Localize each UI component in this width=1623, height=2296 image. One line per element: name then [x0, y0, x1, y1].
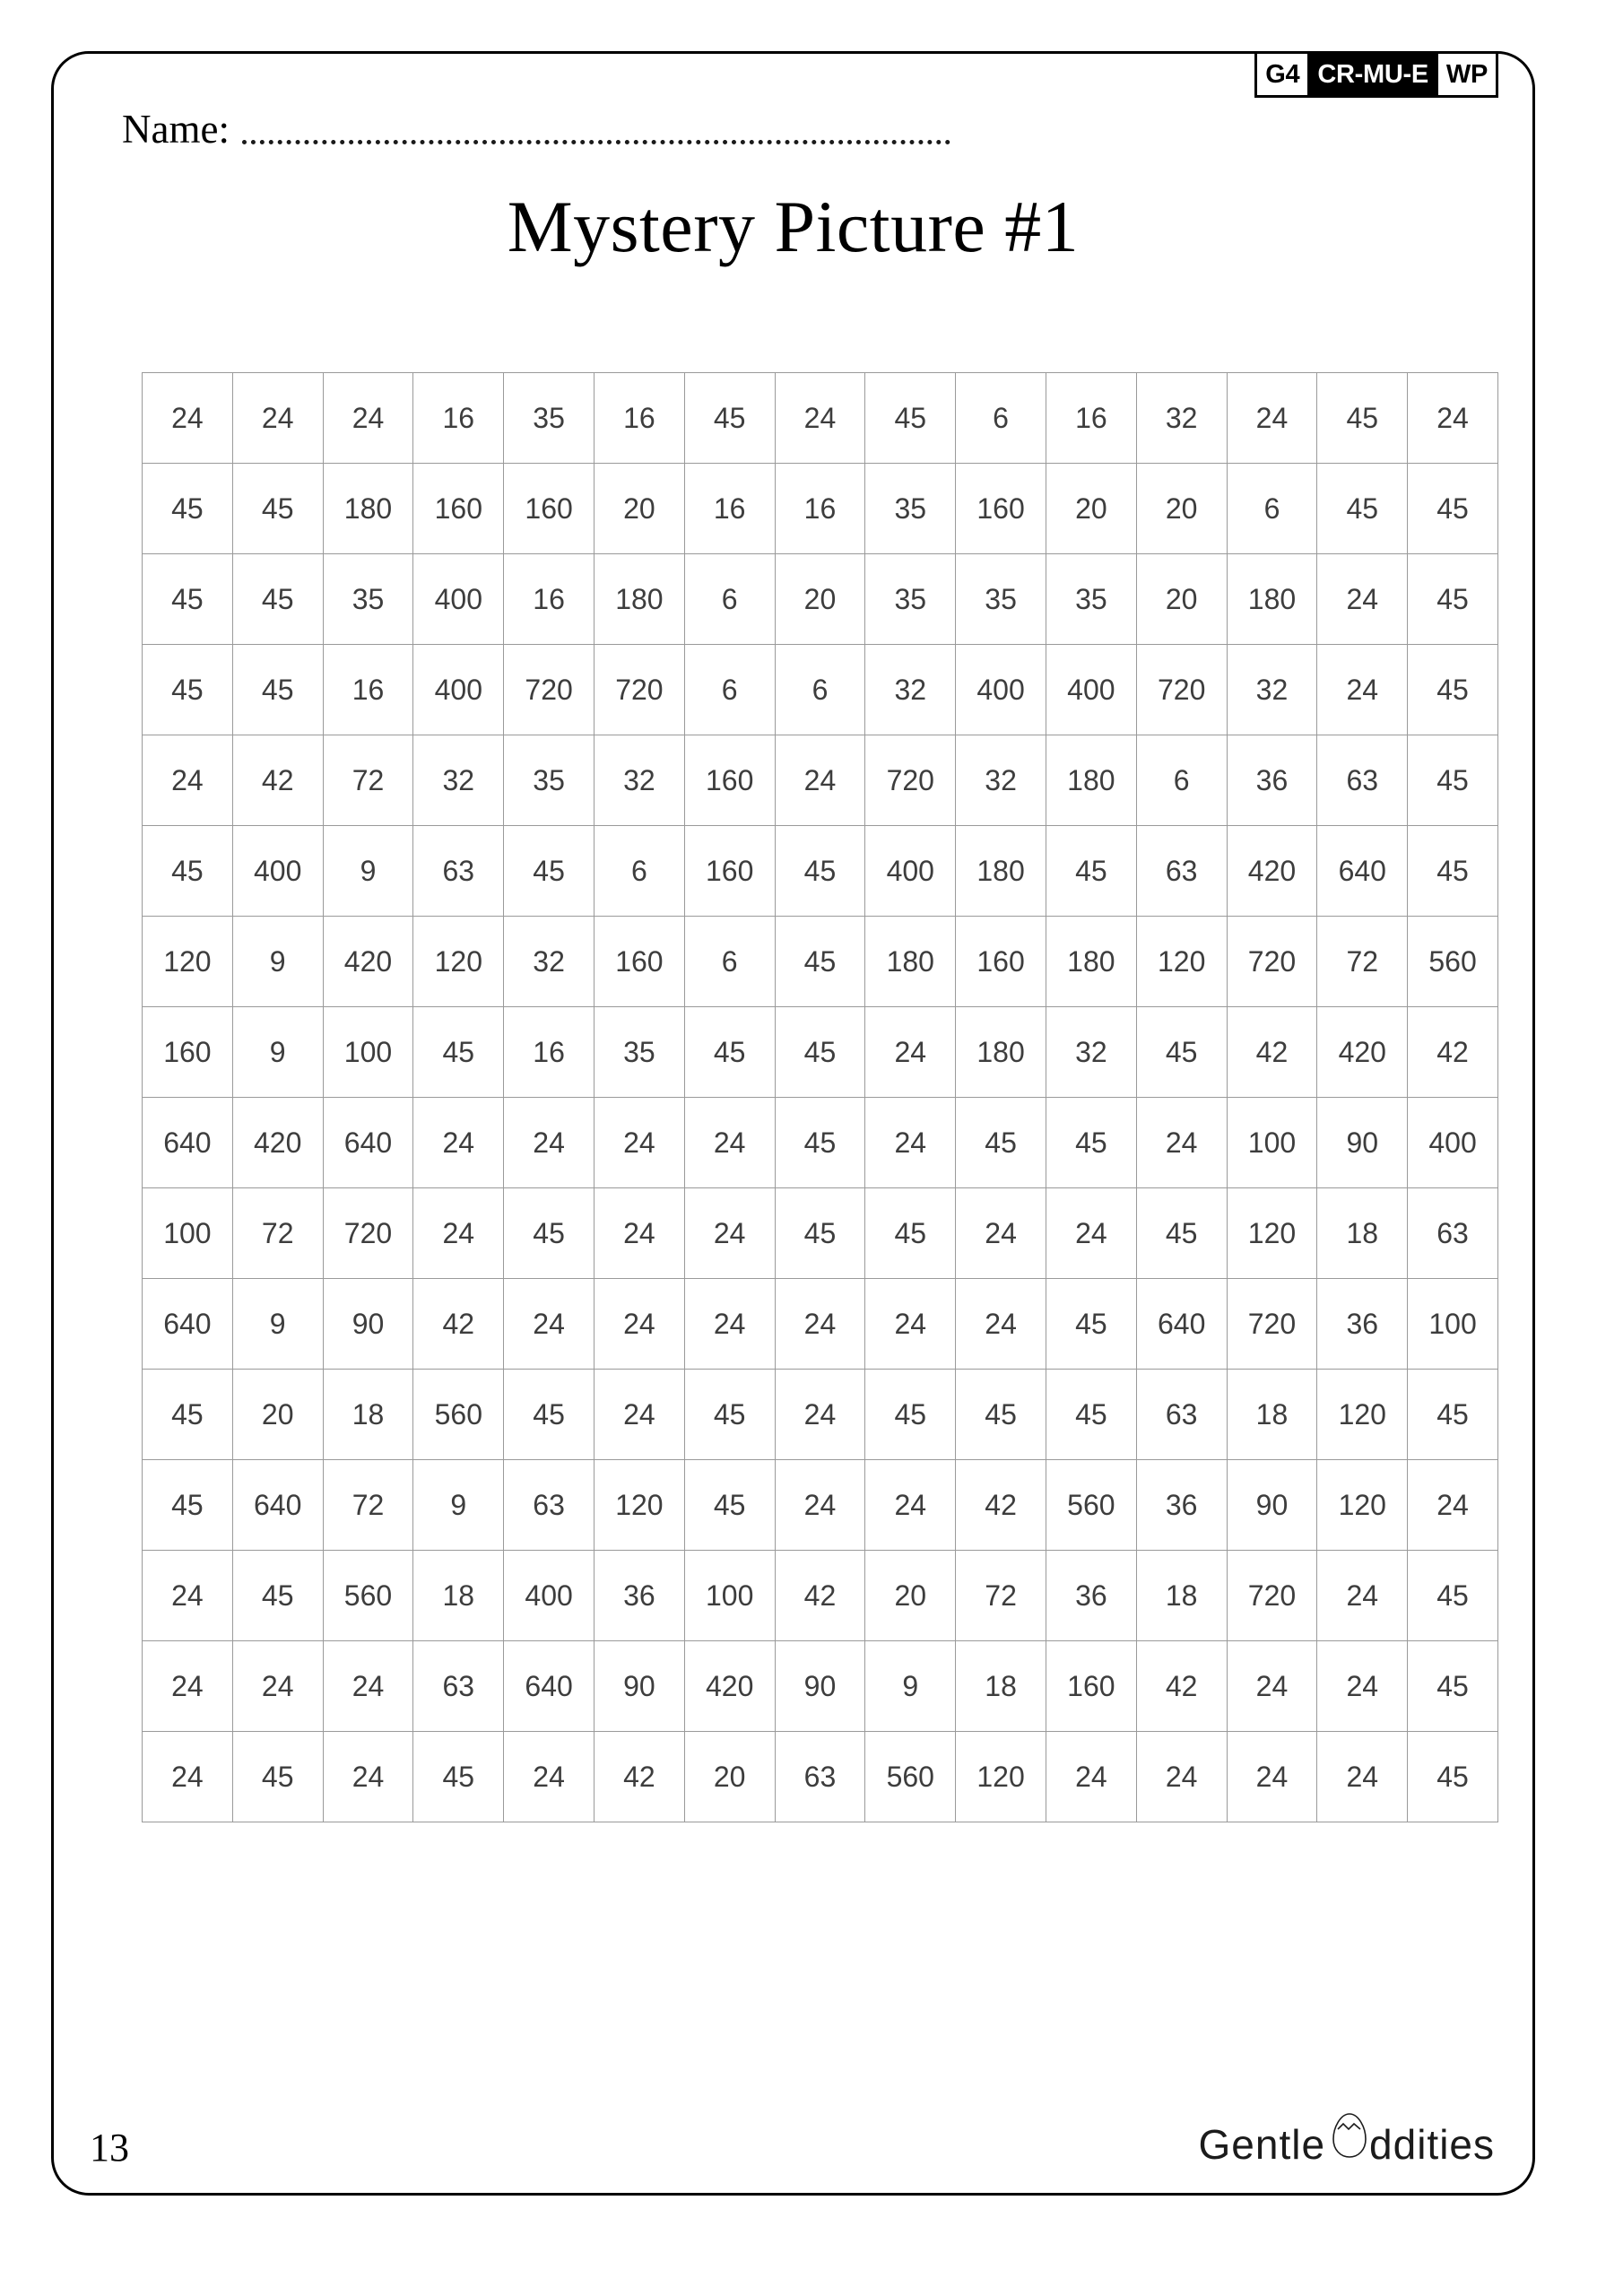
grid-cell[interactable]: 45 [684, 373, 775, 464]
grid-row [143, 554, 1498, 645]
grid-cell[interactable]: 6 [1136, 735, 1227, 826]
grid-cell[interactable]: 45 [143, 554, 233, 645]
grid-cell[interactable]: 24 [684, 1279, 775, 1370]
grid-cell[interactable]: 720 [594, 645, 684, 735]
grid-cell[interactable]: 42 [232, 735, 323, 826]
grid-cell[interactable]: 90 [323, 1279, 413, 1370]
grid-cell[interactable]: 16 [594, 373, 684, 464]
grid-cell[interactable]: 560 [413, 1370, 504, 1460]
grid-cell[interactable]: 24 [1408, 1460, 1498, 1551]
grid-cell[interactable]: 24 [413, 1098, 504, 1188]
grid-cell[interactable]: 160 [594, 917, 684, 1007]
grid-cell[interactable]: 420 [323, 917, 413, 1007]
mystery-picture-grid-container [142, 372, 1484, 1822]
grid-cell[interactable]: 9 [323, 826, 413, 917]
grid-cell[interactable]: 24 [1046, 1188, 1136, 1279]
mystery-picture-grid [142, 372, 1498, 1822]
grid-cell[interactable]: 9 [232, 1279, 323, 1370]
grid-cell[interactable]: 45 [413, 1732, 504, 1822]
grid-cell[interactable]: 42 [594, 1732, 684, 1822]
grid-cell[interactable]: 560 [865, 1732, 956, 1822]
grid-cell[interactable]: 35 [865, 464, 956, 554]
grid-row [143, 735, 1498, 826]
grid-cell[interactable]: 180 [323, 464, 413, 554]
grid-row [143, 1460, 1498, 1551]
grid-cell[interactable]: 160 [143, 1007, 233, 1098]
grid-cell[interactable]: 45 [865, 1370, 956, 1460]
grid-cell[interactable]: 400 [956, 645, 1046, 735]
grid-cell[interactable]: 16 [504, 554, 595, 645]
grid-cell[interactable]: 6 [594, 826, 684, 917]
grid-cell[interactable]: 160 [684, 735, 775, 826]
grid-cell[interactable]: 45 [232, 554, 323, 645]
grid-cell[interactable]: 24 [143, 1641, 233, 1732]
grid-cell[interactable]: 45 [143, 645, 233, 735]
grid-cell[interactable]: 24 [323, 373, 413, 464]
grid-cell[interactable]: 20 [1136, 554, 1227, 645]
grid-cell[interactable]: 45 [1046, 826, 1136, 917]
grid-cell[interactable]: 45 [865, 373, 956, 464]
grid-cell[interactable]: 63 [1136, 826, 1227, 917]
grid-cell[interactable]: 32 [504, 917, 595, 1007]
grid-cell[interactable]: 45 [1408, 826, 1498, 917]
grid-cell[interactable]: 720 [865, 735, 956, 826]
grid-cell[interactable]: 560 [323, 1551, 413, 1641]
grid-cell[interactable]: 45 [232, 645, 323, 735]
grid-cell[interactable]: 24 [143, 735, 233, 826]
grid-cell[interactable]: 400 [1046, 645, 1136, 735]
grid-cell[interactable]: 24 [323, 1732, 413, 1822]
grid-cell[interactable]: 42 [1227, 1007, 1317, 1098]
grid-row [143, 917, 1498, 1007]
grid-cell[interactable]: 180 [956, 826, 1046, 917]
grid-cell[interactable]: 24 [956, 1188, 1046, 1279]
grid-cell[interactable]: 640 [323, 1098, 413, 1188]
grid-cell[interactable]: 45 [1408, 1641, 1498, 1732]
grid-cell[interactable]: 45 [1046, 1098, 1136, 1188]
grid-cell[interactable]: 180 [865, 917, 956, 1007]
grid-cell[interactable]: 6 [684, 554, 775, 645]
grid-cell[interactable]: 24 [775, 1370, 865, 1460]
grid-cell[interactable]: 24 [865, 1279, 956, 1370]
grid-cell[interactable]: 100 [323, 1007, 413, 1098]
grid-cell[interactable]: 24 [232, 1641, 323, 1732]
grid-cell[interactable]: 42 [775, 1551, 865, 1641]
grid-cell[interactable]: 36 [1227, 735, 1317, 826]
grid-cell[interactable]: 63 [775, 1732, 865, 1822]
grid-cell[interactable]: 9 [232, 1007, 323, 1098]
grid-cell[interactable]: 24 [1046, 1732, 1136, 1822]
grid-cell[interactable]: 640 [504, 1641, 595, 1732]
grid-cell[interactable]: 35 [323, 554, 413, 645]
grid-cell[interactable]: 45 [504, 826, 595, 917]
grid-cell[interactable]: 120 [143, 917, 233, 1007]
grid-cell[interactable]: 24 [504, 1732, 595, 1822]
grid-cell[interactable]: 45 [1317, 464, 1408, 554]
grid-cell[interactable]: 35 [504, 735, 595, 826]
grid-cell[interactable]: 9 [232, 917, 323, 1007]
grid-cell[interactable]: 6 [684, 645, 775, 735]
grid-row [143, 373, 1498, 464]
grid-row [143, 1007, 1498, 1098]
grid-cell[interactable]: 16 [413, 373, 504, 464]
grid-cell[interactable]: 32 [413, 735, 504, 826]
grid-cell[interactable]: 560 [1408, 917, 1498, 1007]
grid-cell[interactable]: 180 [956, 1007, 1046, 1098]
grid-cell[interactable]: 400 [1408, 1098, 1498, 1188]
grid-cell[interactable]: 45 [413, 1007, 504, 1098]
grid-cell[interactable]: 24 [594, 1188, 684, 1279]
grid-cell[interactable]: 160 [956, 464, 1046, 554]
grid-cell[interactable]: 24 [865, 1098, 956, 1188]
grid-cell[interactable]: 32 [594, 735, 684, 826]
worksheet-page [51, 51, 1535, 2196]
grid-cell[interactable]: 35 [865, 554, 956, 645]
grid-row [143, 645, 1498, 735]
grid-row [143, 1370, 1498, 1460]
grid-cell[interactable]: 90 [594, 1641, 684, 1732]
grid-cell[interactable]: 640 [1317, 826, 1408, 917]
grid-cell[interactable]: 24 [1227, 373, 1317, 464]
grid-cell[interactable]: 24 [865, 1460, 956, 1551]
grid-cell[interactable]: 24 [1136, 1098, 1227, 1188]
worksheet-code-badge [1254, 51, 1498, 98]
grid-cell[interactable]: 720 [1136, 645, 1227, 735]
brand-logo [1199, 2110, 1496, 2166]
grid-cell[interactable]: 18 [1227, 1370, 1317, 1460]
grid-cell[interactable]: 160 [684, 826, 775, 917]
grid-cell[interactable]: 24 [775, 735, 865, 826]
grid-cell[interactable]: 180 [594, 554, 684, 645]
grid-cell[interactable]: 45 [1408, 1732, 1498, 1822]
grid-cell[interactable]: 45 [1408, 1370, 1498, 1460]
grid-cell[interactable]: 45 [1408, 645, 1498, 735]
grid-cell[interactable]: 180 [1046, 917, 1136, 1007]
grid-cell[interactable]: 640 [232, 1460, 323, 1551]
grid-cell[interactable]: 20 [865, 1551, 956, 1641]
grid-cell[interactable]: 32 [1227, 645, 1317, 735]
grid-cell[interactable]: 20 [232, 1370, 323, 1460]
grid-cell[interactable]: 24 [1408, 373, 1498, 464]
grid-cell[interactable]: 63 [1408, 1188, 1498, 1279]
grid-cell[interactable]: 24 [684, 1188, 775, 1279]
grid-cell[interactable]: 36 [594, 1551, 684, 1641]
grid-cell[interactable]: 100 [684, 1551, 775, 1641]
grid-cell[interactable]: 24 [232, 373, 323, 464]
grid-cell[interactable]: 72 [1317, 917, 1408, 1007]
grid-cell[interactable]: 32 [865, 645, 956, 735]
grid-cell[interactable]: 90 [1317, 1098, 1408, 1188]
grid-row [143, 1098, 1498, 1188]
grid-cell[interactable]: 16 [684, 464, 775, 554]
grid-cell[interactable]: 400 [413, 645, 504, 735]
grid-cell[interactable]: 45 [956, 1098, 1046, 1188]
grid-cell[interactable]: 24 [143, 1732, 233, 1822]
grid-cell[interactable]: 35 [956, 554, 1046, 645]
grid-cell[interactable]: 160 [504, 464, 595, 554]
grid-cell[interactable]: 160 [413, 464, 504, 554]
grid-cell[interactable]: 72 [323, 1460, 413, 1551]
grid-cell[interactable]: 45 [1408, 1551, 1498, 1641]
grid-cell[interactable]: 18 [1317, 1188, 1408, 1279]
grid-cell[interactable]: 42 [413, 1279, 504, 1370]
grid-cell[interactable]: 24 [1317, 554, 1408, 645]
grid-row [143, 1279, 1498, 1370]
grid-cell[interactable]: 24 [1136, 1732, 1227, 1822]
grid-cell[interactable]: 120 [1317, 1370, 1408, 1460]
grid-cell[interactable]: 420 [1317, 1007, 1408, 1098]
brand-name-first: Gentle [1198, 2120, 1326, 2168]
grid-cell[interactable]: 120 [956, 1732, 1046, 1822]
grid-cell[interactable]: 42 [1136, 1641, 1227, 1732]
grid-cell[interactable]: 20 [775, 554, 865, 645]
grid-row [143, 1641, 1498, 1732]
grid-cell[interactable]: 120 [413, 917, 504, 1007]
grid-cell[interactable]: 420 [232, 1098, 323, 1188]
grid-cell[interactable]: 90 [775, 1641, 865, 1732]
grid-cell[interactable]: 18 [413, 1551, 504, 1641]
grid-cell[interactable]: 45 [684, 1007, 775, 1098]
grid-cell[interactable]: 20 [1046, 464, 1136, 554]
grid-cell[interactable]: 420 [1227, 826, 1317, 917]
grid-cell[interactable]: 6 [956, 373, 1046, 464]
grid-cell[interactable]: 45 [775, 1098, 865, 1188]
page-number: 13 [90, 2126, 129, 2170]
grid-cell[interactable]: 63 [413, 1641, 504, 1732]
grid-cell[interactable]: 24 [143, 373, 233, 464]
grid-cell[interactable]: 24 [775, 373, 865, 464]
name-field-row [122, 109, 1019, 150]
grid-cell[interactable]: 120 [1227, 1188, 1317, 1279]
grid-cell[interactable]: 24 [684, 1098, 775, 1188]
name-label: Name: [122, 107, 230, 152]
grid-cell[interactable]: 42 [956, 1460, 1046, 1551]
grid-cell[interactable]: 6 [1227, 464, 1317, 554]
grid-cell[interactable]: 16 [323, 645, 413, 735]
grid-cell[interactable]: 45 [143, 826, 233, 917]
grid-cell[interactable]: 16 [504, 1007, 595, 1098]
grid-cell[interactable]: 45 [1408, 464, 1498, 554]
grid-cell[interactable]: 72 [323, 735, 413, 826]
grid-cell[interactable]: 560 [1046, 1460, 1136, 1551]
grid-cell[interactable]: 6 [684, 917, 775, 1007]
grid-cell[interactable]: 36 [1317, 1279, 1408, 1370]
grid-cell[interactable]: 45 [775, 1188, 865, 1279]
grid-cell[interactable]: 24 [504, 1279, 595, 1370]
grid-cell[interactable]: 45 [232, 1732, 323, 1822]
grid-cell[interactable]: 100 [143, 1188, 233, 1279]
grid-cell[interactable]: 45 [143, 1460, 233, 1551]
grid-cell[interactable]: 400 [232, 826, 323, 917]
grid-cell[interactable]: 24 [1317, 1732, 1408, 1822]
grid-cell[interactable]: 160 [1046, 1641, 1136, 1732]
grid-row [143, 1732, 1498, 1822]
grid-cell[interactable]: 640 [143, 1279, 233, 1370]
grid-cell[interactable]: 24 [504, 1098, 595, 1188]
grid-cell[interactable]: 24 [775, 1279, 865, 1370]
grid-body [143, 373, 1498, 1822]
grid-cell[interactable]: 20 [1136, 464, 1227, 554]
grid-cell[interactable]: 400 [413, 554, 504, 645]
grid-cell[interactable]: 420 [684, 1641, 775, 1732]
grid-cell[interactable]: 45 [1046, 1370, 1136, 1460]
grid-cell[interactable]: 45 [684, 1460, 775, 1551]
grid-cell[interactable]: 120 [1136, 917, 1227, 1007]
grid-cell[interactable]: 32 [1046, 1007, 1136, 1098]
grid-cell[interactable]: 20 [684, 1732, 775, 1822]
grid-cell[interactable]: 120 [594, 1460, 684, 1551]
page-title: Mystery Picture #1 [507, 186, 1080, 267]
grid-cell[interactable]: 45 [775, 826, 865, 917]
grid-cell[interactable]: 24 [323, 1641, 413, 1732]
grid-cell[interactable]: 36 [1046, 1551, 1136, 1641]
grid-cell[interactable]: 400 [504, 1551, 595, 1641]
grid-cell[interactable]: 9 [865, 1641, 956, 1732]
grid-cell[interactable]: 63 [1136, 1370, 1227, 1460]
grid-cell[interactable]: 9 [413, 1460, 504, 1551]
name-input-line[interactable] [242, 140, 950, 144]
grid-cell[interactable]: 24 [1227, 1641, 1317, 1732]
grid-cell[interactable]: 63 [1317, 735, 1408, 826]
grid-cell[interactable]: 120 [1317, 1460, 1408, 1551]
grid-cell[interactable]: 24 [865, 1007, 956, 1098]
grid-cell[interactable]: 24 [1317, 1551, 1408, 1641]
grid-cell[interactable]: 720 [323, 1188, 413, 1279]
grid-cell[interactable]: 35 [1046, 554, 1136, 645]
grid-cell[interactable]: 45 [1317, 373, 1408, 464]
grid-row [143, 464, 1498, 554]
grid-cell[interactable]: 640 [1136, 1279, 1227, 1370]
grid-cell[interactable]: 35 [504, 373, 595, 464]
grid-cell[interactable]: 45 [504, 1370, 595, 1460]
grid-cell[interactable]: 35 [594, 1007, 684, 1098]
grid-cell[interactable]: 24 [1317, 1641, 1408, 1732]
code-segment-3: WP [1438, 54, 1496, 95]
grid-cell[interactable]: 18 [1136, 1551, 1227, 1641]
brand-name-second: ddities [1369, 2120, 1495, 2168]
code-segment-2: CR-MU-E [1307, 54, 1438, 95]
grid-cell[interactable]: 24 [143, 1551, 233, 1641]
grid-cell[interactable]: 45 [1046, 1279, 1136, 1370]
grid-cell[interactable]: 24 [1317, 645, 1408, 735]
grid-cell[interactable]: 6 [775, 645, 865, 735]
grid-cell[interactable]: 45 [684, 1370, 775, 1460]
grid-cell[interactable]: 24 [775, 1460, 865, 1551]
grid-cell[interactable]: 45 [143, 464, 233, 554]
grid-cell[interactable]: 24 [413, 1188, 504, 1279]
grid-cell[interactable]: 45 [775, 1007, 865, 1098]
grid-cell[interactable]: 720 [1227, 917, 1317, 1007]
grid-cell[interactable]: 24 [594, 1098, 684, 1188]
grid-cell[interactable]: 72 [232, 1188, 323, 1279]
grid-row [143, 1551, 1498, 1641]
grid-cell[interactable]: 45 [775, 917, 865, 1007]
grid-cell[interactable]: 45 [232, 464, 323, 554]
grid-row [143, 826, 1498, 917]
grid-cell[interactable]: 16 [1046, 373, 1136, 464]
grid-cell[interactable]: 45 [1408, 554, 1498, 645]
egg-icon [1331, 2112, 1368, 2159]
grid-cell[interactable]: 18 [956, 1641, 1046, 1732]
grid-cell[interactable]: 63 [413, 826, 504, 917]
grid-cell[interactable]: 720 [504, 645, 595, 735]
grid-cell[interactable]: 45 [504, 1188, 595, 1279]
grid-cell[interactable]: 24 [594, 1279, 684, 1370]
grid-cell[interactable]: 18 [323, 1370, 413, 1460]
grid-cell[interactable]: 45 [1136, 1007, 1227, 1098]
grid-cell[interactable]: 90 [1227, 1460, 1317, 1551]
grid-cell[interactable]: 640 [143, 1098, 233, 1188]
grid-cell[interactable]: 400 [865, 826, 956, 917]
grid-cell[interactable]: 24 [1227, 1732, 1317, 1822]
grid-cell[interactable]: 45 [1136, 1188, 1227, 1279]
grid-cell[interactable]: 720 [1227, 1551, 1317, 1641]
grid-cell[interactable]: 24 [594, 1370, 684, 1460]
grid-cell[interactable]: 45 [865, 1188, 956, 1279]
grid-cell[interactable]: 45 [143, 1370, 233, 1460]
grid-cell[interactable]: 20 [594, 464, 684, 554]
brand-text [1198, 2112, 1496, 2168]
grid-cell[interactable]: 180 [1227, 554, 1317, 645]
grid-cell[interactable]: 45 [232, 1551, 323, 1641]
grid-cell[interactable]: 45 [1408, 735, 1498, 826]
code-segment-1: G4 [1257, 54, 1307, 95]
grid-cell[interactable]: 42 [1408, 1007, 1498, 1098]
grid-cell[interactable]: 63 [504, 1460, 595, 1551]
grid-row [143, 1188, 1498, 1279]
grid-cell[interactable]: 36 [1136, 1460, 1227, 1551]
grid-cell[interactable]: 32 [1136, 373, 1227, 464]
grid-cell[interactable]: 45 [956, 1370, 1046, 1460]
grid-cell[interactable]: 24 [956, 1279, 1046, 1370]
grid-cell[interactable]: 100 [1408, 1279, 1498, 1370]
grid-cell[interactable]: 160 [956, 917, 1046, 1007]
grid-cell[interactable]: 16 [775, 464, 865, 554]
grid-cell[interactable]: 32 [956, 735, 1046, 826]
grid-cell[interactable]: 180 [1046, 735, 1136, 826]
grid-cell[interactable]: 100 [1227, 1098, 1317, 1188]
grid-cell[interactable]: 72 [956, 1551, 1046, 1641]
grid-cell[interactable]: 720 [1227, 1279, 1317, 1370]
